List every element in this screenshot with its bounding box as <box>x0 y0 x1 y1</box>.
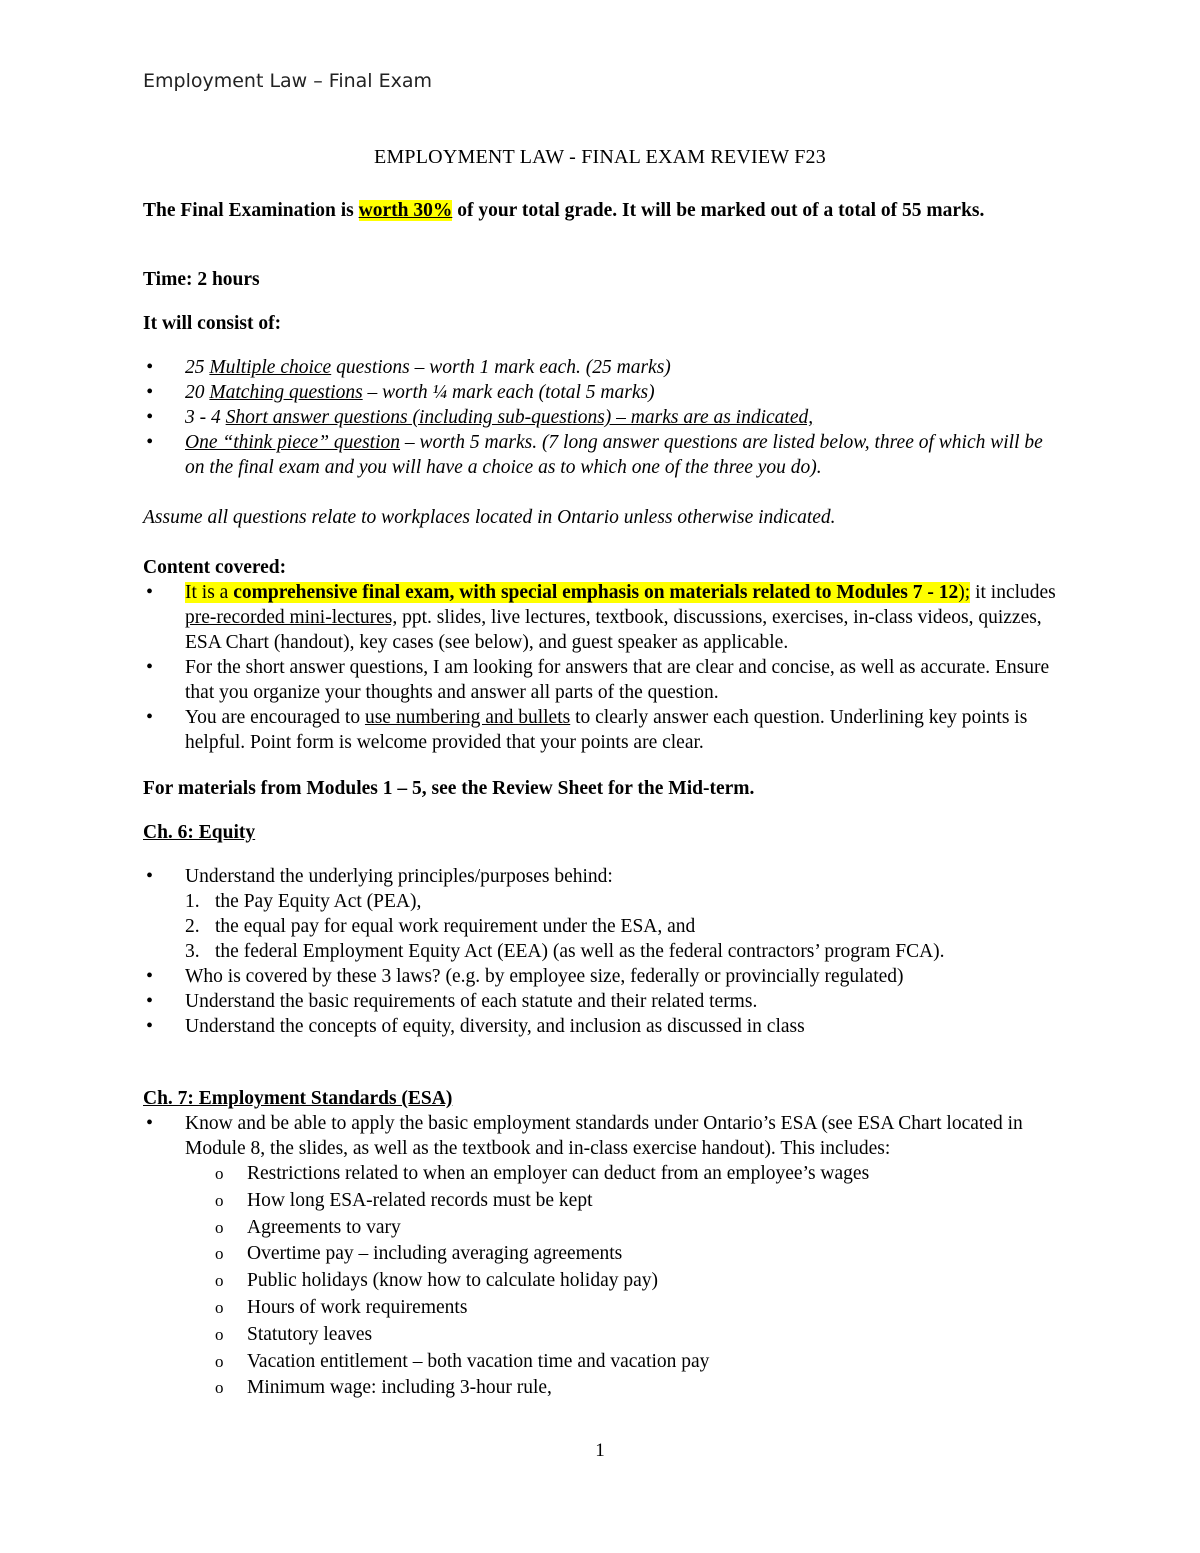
content-heading: Content covered: <box>143 557 287 578</box>
sub-item: o Vacation entitlement – both vacation time and vacation pay <box>215 1350 710 1372</box>
assumption-note: Assume all questions relate to workplaces located in Ontario unless otherwise indicated. <box>143 507 836 528</box>
sub-item: o Minimum wage: including 3-hour rule, <box>215 1377 552 1399</box>
list-item: • 3 - 4 Short answer questions (including sub-questions) – marks are as indicated, <box>143 405 1043 430</box>
sub-item: o Hours of work requirements <box>215 1296 468 1318</box>
list-item: • 20 Matching questions – worth ¼ mark each (total 5 marks) <box>143 380 1043 405</box>
sub-item: o Public holidays (know how to calculate holiday pay) <box>215 1270 659 1292</box>
ch7-list <box>143 1111 1063 1402</box>
list-item: • You are encouraged to use numbering and bullets to clearly answer each question. Underlining key points is helpful. Point form is welcome provided that your points are clear. <box>143 705 1063 755</box>
list-item: • One “think piece” question – worth 5 marks. (7 long answer questions are listed below, three of which will be on the final exam and you will have a choice as to which one of the three you do). <box>143 430 1043 480</box>
ch6-heading: Ch. 6: Equity <box>143 822 256 843</box>
list-item: • Know and be able to apply the basic employment standards under Ontario’s ESA (see ESA Chart located in Module 8, the slides, as well as the textbook and in-class exercise handout). This includes: <box>143 1111 1063 1161</box>
page-number: 1 <box>595 1440 605 1461</box>
sub-item: o Restrictions related to when an employer can deduct from an employee’s wages <box>215 1163 870 1184</box>
content-list <box>143 580 1063 755</box>
ch6-list <box>143 864 1073 1039</box>
document-title: EMPLOYMENT LAW - FINAL EXAM REVIEW F23 <box>374 146 826 168</box>
running-header: Employment Law – Final Exam <box>143 70 433 92</box>
sub-item: o Agreements to vary <box>215 1216 401 1238</box>
intro-paragraph: The Final Examination is worth 30% of your total grade. It will be marked out of a total of 55 marks. <box>143 200 985 221</box>
list-item: • Who is covered by these 3 laws? (e.g. by employee size, federally or provincially regulated) <box>143 964 1073 989</box>
list-item: • Understand the concepts of equity, diversity, and inclusion as discussed in class <box>143 1014 1073 1039</box>
numbered-item: 1. the Pay Equity Act (PEA), <box>185 891 422 912</box>
numbered-item: 2. the equal pay for equal work requirement under the ESA, and <box>185 916 696 937</box>
numbered-item: 3. the federal Employment Equity Act (EEA) (as well as the federal contractors’ program FCA). <box>185 941 945 962</box>
modules-note: For materials from Modules 1 – 5, see the Review Sheet for the Mid-term. <box>143 778 755 799</box>
list-item: • For the short answer questions, I am looking for answers that are clear and concise, as well as accurate. Ensure that you organize your thoughts and answer all parts of the question. <box>143 655 1063 705</box>
time-line: Time: 2 hours <box>143 269 260 290</box>
list-item: • Understand the underlying principles/purposes behind: <box>143 864 1073 889</box>
format-list <box>143 355 1043 480</box>
sub-item: o Overtime pay – including averaging agreements <box>215 1243 623 1265</box>
list-item: • 25 Multiple choice questions – worth 1 mark each. (25 marks) <box>143 355 1043 380</box>
list-item: • It is a comprehensive final exam, with special emphasis on materials related to Modules 7 - 12); it includes pre-recorded mini-lectures, ppt. slides, live lectures, textbook, discussions, exercises, in-class videos, quizzes, ESA Chart (handout), key cases (see below), and guest speaker as applicable. <box>143 580 1063 655</box>
consist-heading: It will consist of: <box>143 313 282 334</box>
sub-item: o Statutory leaves <box>215 1323 373 1345</box>
sub-item: o How long ESA-related records must be kept <box>215 1189 593 1211</box>
list-item: • Understand the basic requirements of each statute and their related terms. <box>143 989 1073 1014</box>
ch7-heading: Ch. 7: Employment Standards (ESA) <box>143 1088 453 1109</box>
weight-highlight: worth 30% <box>358 200 453 221</box>
